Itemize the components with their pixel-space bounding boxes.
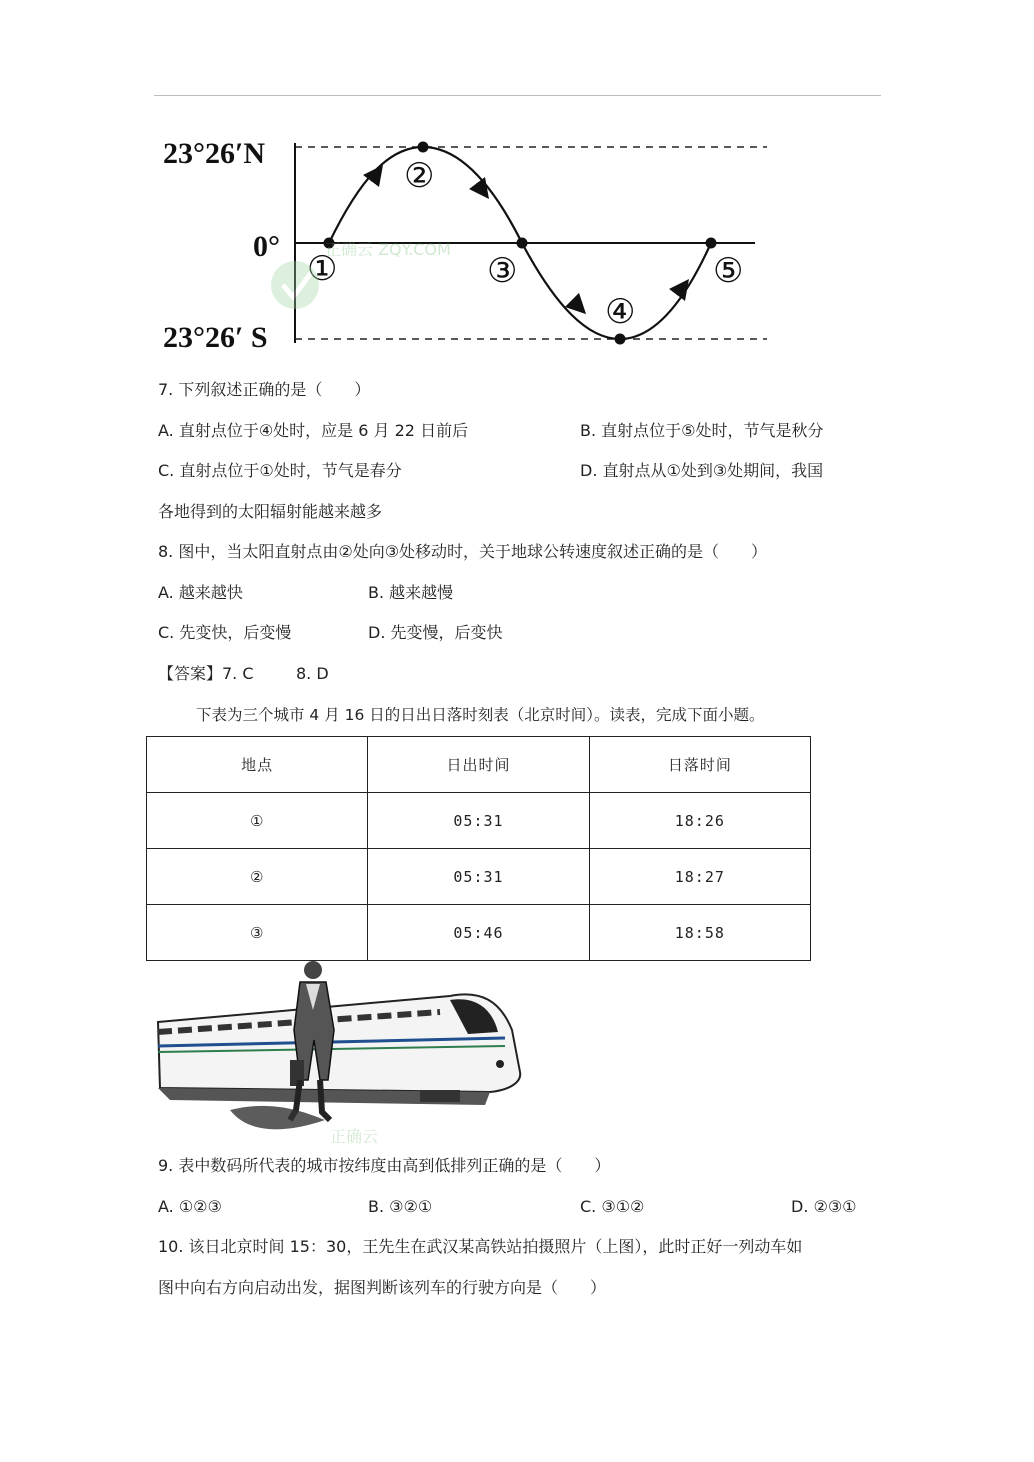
q7-stem: 7. 下列叙述正确的是（ ） xyxy=(158,380,371,399)
table-header-row xyxy=(147,737,811,793)
q10-line2: 图中向右方向启动出发，据图判断该列车的行驶方向是（ ） xyxy=(158,1278,607,1297)
sunrise-sunset-table xyxy=(146,736,811,961)
header-sunset: 日落时间 xyxy=(589,737,810,793)
q9-option-a: A. ①②③ xyxy=(158,1197,222,1216)
q9-option-b: B. ③②① xyxy=(368,1197,433,1216)
q7-option-c: C. 直射点位于①处时，节气是春分 xyxy=(158,461,402,480)
direct-point-diagram xyxy=(155,125,775,355)
q8-option-d: D. 先变慢，后变快 xyxy=(368,623,503,642)
q7-option-b: B. 直射点位于⑤处时，节气是秋分 xyxy=(580,421,824,440)
svg-text:正确云 ZQY.COM: 正确云 ZQY.COM xyxy=(325,240,451,259)
q7-option-d: D. 直射点从①处到③处期间，我国 xyxy=(580,461,824,480)
header-rule xyxy=(154,95,881,96)
point-4: ④ xyxy=(605,292,636,332)
table-row: ③ 05:46 18:58 xyxy=(147,905,811,961)
answer-label: 【答案】7. C xyxy=(158,664,254,683)
q9-stem: 9. 表中数码所代表的城市按纬度由高到低排列正确的是（ ） xyxy=(158,1156,611,1175)
q10-line1: 10. 该日北京时间 15：30，王先生在武汉某高铁站拍摄照片（上图），此时正好一列动车如 xyxy=(158,1237,803,1256)
point-3: ③ xyxy=(487,251,518,291)
point-5: ⑤ xyxy=(713,251,744,291)
q7-option-a: A. 直射点位于④处时，应是 6 月 22 日前后 xyxy=(158,421,469,440)
q8-option-c: C. 先变快，后变慢 xyxy=(158,623,292,642)
q7-option-d-continued: 各地得到的太阳辐射能越来越多 xyxy=(158,502,383,521)
point-1: ① xyxy=(307,249,338,289)
point-2: ② xyxy=(404,156,435,196)
header-location: 地点 xyxy=(147,737,368,793)
q8-stem: 8. 图中，当太阳直射点由②处向③处移动时，关于地球公转速度叙述正确的是（ ） xyxy=(158,542,768,561)
watermark-logo xyxy=(276,1127,378,1145)
table-row: ② 05:31 18:27 xyxy=(147,849,811,905)
table-row: ① 05:31 18:26 xyxy=(147,793,811,849)
lat-zero-label: 0° xyxy=(253,230,280,263)
q8-option-b: B. 越来越慢 xyxy=(368,583,454,602)
header-sunrise: 日出时间 xyxy=(368,737,589,793)
svg-text:正确云: 正确云 xyxy=(330,1127,379,1145)
answer-second: 8. D xyxy=(296,664,329,683)
lat-north-label: 23°26′N xyxy=(163,137,266,170)
q8-option-a: A. 越来越快 xyxy=(158,583,243,602)
table-intro: 下表为三个城市 4 月 16 日的日出日落时刻表（北京时间）。读表，完成下面小题。 xyxy=(196,706,765,724)
watermark-logo xyxy=(271,240,451,309)
lat-south-label: 23°26′ S xyxy=(163,321,268,354)
q9-option-d: D. ②③① xyxy=(791,1197,857,1216)
q9-option-c: C. ③①② xyxy=(580,1197,645,1216)
train-photo xyxy=(150,960,530,1145)
